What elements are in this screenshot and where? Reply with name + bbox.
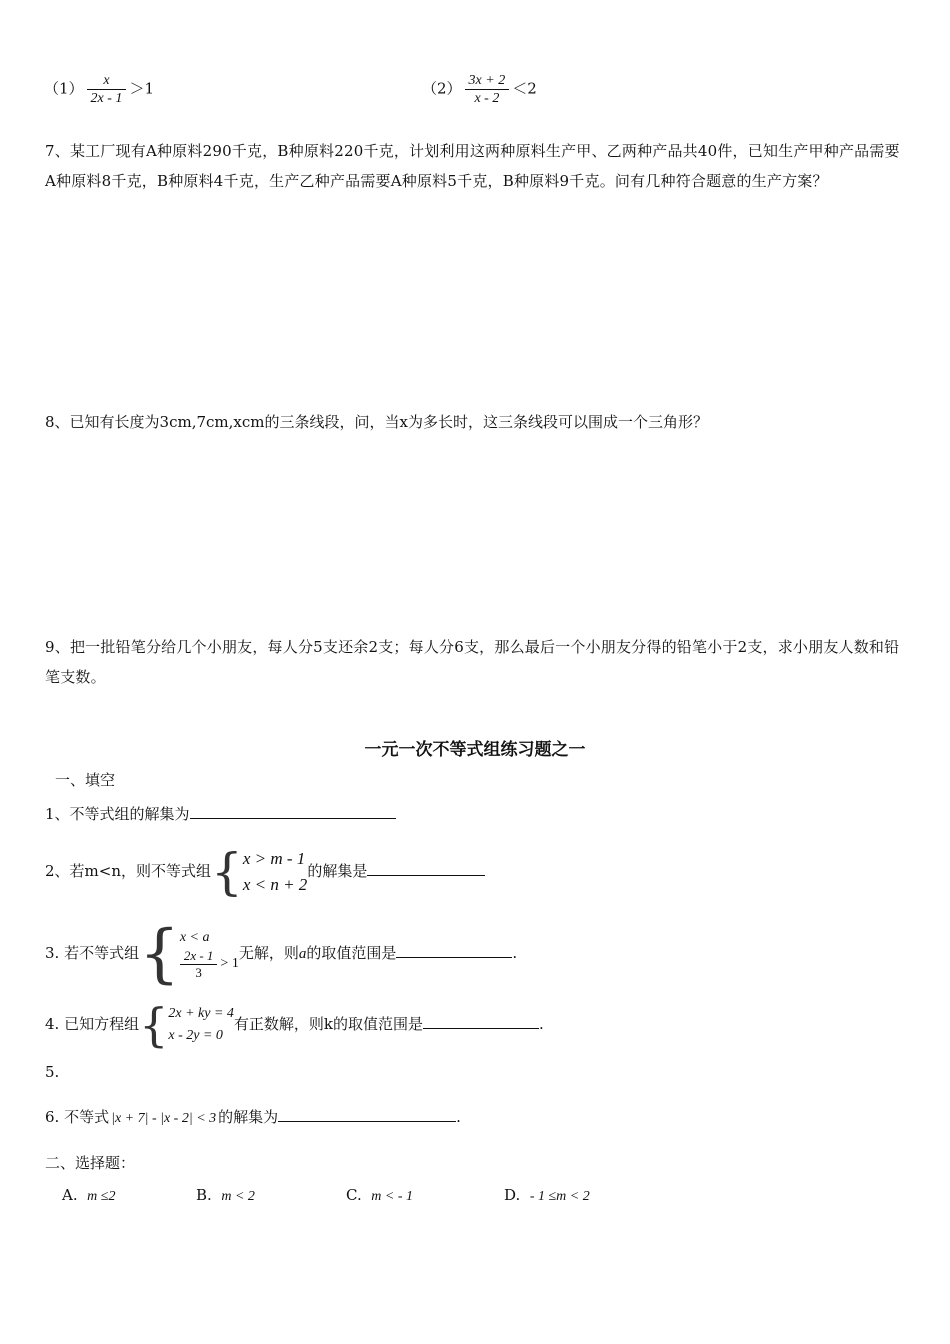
fill-6-prefix: 6. 不等式 — [45, 1108, 110, 1126]
option-c[interactable] — [346, 1181, 413, 1211]
fill-3-suffix: 的取值范围是 — [306, 944, 397, 962]
fill-3-system-lines — [180, 928, 239, 981]
fill-2-system — [211, 843, 308, 901]
fill-4-line-1: 2x + ky = 4 — [168, 1006, 234, 1021]
option-b-expression: m < 2 — [221, 1189, 255, 1204]
part-1-heading: 一、填空 — [55, 771, 116, 789]
q6-part-2-numerator: 3x + 2 — [468, 73, 506, 88]
fill-4-brace: { — [139, 998, 169, 1052]
fill-6 — [45, 1103, 461, 1133]
q6-part-1-denominator: 2x - 1 — [87, 89, 127, 107]
fill-3-variable: a — [298, 946, 307, 962]
fill-3-system — [139, 917, 239, 991]
fill-4-system-lines — [168, 1003, 234, 1047]
fill-3-line-1: x < a — [179, 929, 210, 945]
fill-1-answer-blank[interactable] — [190, 800, 396, 819]
fill-1-text: 1、不等式组的解集为 — [45, 805, 190, 823]
fill-3-line-2 — [180, 948, 239, 981]
fill-4-answer-blank[interactable] — [423, 1010, 539, 1029]
option-d[interactable] — [504, 1181, 590, 1211]
question-9: 9、把一批铅笔分给几个小朋友，每人分5支还余2支；每人分6支，那么最后一个小朋友分得的铅笔小于2支，求小朋友人数和铅笔支数。 — [45, 638, 900, 686]
fill-6-expression: |x + 7| - |x - 2| < 3 — [111, 1111, 217, 1126]
fill-3-fraction-numerator: 2x - 1 — [183, 947, 214, 963]
option-a-expression: m ≤2 — [87, 1189, 116, 1204]
option-b[interactable] — [196, 1181, 255, 1211]
fill-4-line-2: x - 2y = 0 — [168, 1028, 223, 1043]
fill-2-prefix: 2、若m<n，则不等式组 — [45, 862, 211, 880]
fill-3-middle: 无解，则 — [238, 944, 299, 962]
fill-4-prefix: 4. 已知方程组 — [45, 1015, 140, 1033]
fill-2-suffix: 的解集是 — [307, 862, 368, 880]
q6-part-2-fraction — [465, 72, 510, 107]
fill-2-line-2: x < n + 2 — [242, 875, 308, 894]
fill-3-brace: { — [139, 917, 180, 991]
q6-part-1-numerator: x — [103, 73, 110, 88]
fill-4-end: . — [539, 1015, 544, 1033]
option-d-label: D. — [504, 1186, 521, 1204]
fill-2 — [45, 843, 485, 901]
part-2-heading: 二、选择题： — [45, 1154, 136, 1172]
question-8: 8、已知有长度为3cm,7cm,xcm的三条线段，问，当x为多长时，这三条线段可以围成一个三角形？ — [45, 413, 708, 431]
option-c-label: C. — [346, 1186, 362, 1204]
question-7: 7、某工厂现有A种原料290千克，B种原料220千克，计划利用这两种原料生产甲、乙两种产品共40件，已知生产甲种产品需要A种原料8千克，B种原料4千克，生产乙种产品需要A种原料5千克，B种原料9千克。问有几种符合题意的生产方案？ — [45, 142, 900, 190]
fill-2-answer-blank[interactable] — [367, 857, 485, 876]
fill-3-fraction-relation: > 1 — [220, 956, 239, 971]
fill-2-line-1: x > m - 1 — [242, 849, 306, 868]
q6-part-1-relation: ＞1 — [129, 79, 154, 98]
q6-part-1 — [44, 72, 154, 107]
fill-1 — [45, 800, 396, 828]
q6-part-2-denominator: x - 2 — [465, 89, 510, 107]
fill-6-answer-blank[interactable] — [278, 1103, 456, 1122]
fill-3-end: . — [512, 944, 518, 962]
q6-part-2-label: （2） — [422, 79, 462, 98]
fill-6-suffix: 的解集为 — [218, 1108, 279, 1126]
fill-4-suffix: 有正数解，则k的取值范围是 — [233, 1015, 424, 1033]
fill-3-answer-blank[interactable] — [396, 939, 512, 958]
fill-5: 5. — [45, 1063, 60, 1081]
fill-2-brace: { — [211, 843, 243, 901]
q6-part-1-fraction — [87, 72, 127, 107]
q6-part-2 — [422, 72, 537, 107]
fill-4 — [45, 998, 544, 1052]
section-title: 一元一次不等式组练习题之一 — [364, 740, 586, 760]
option-c-expression: m < - 1 — [371, 1189, 413, 1204]
option-a-label: A. — [62, 1186, 78, 1204]
fill-4-system — [139, 998, 234, 1052]
fill-6-end: . — [456, 1108, 461, 1126]
option-a[interactable] — [62, 1181, 115, 1211]
fill-3 — [45, 917, 518, 991]
q6-part-2-relation: ＜2 — [512, 79, 537, 98]
fill-2-system-lines — [243, 846, 308, 898]
fill-3-fraction — [180, 948, 218, 981]
fill-3-prefix: 3. 若不等式组 — [45, 944, 140, 962]
q6-part-1-label: （1） — [44, 79, 84, 98]
fill-3-fraction-denominator: 3 — [180, 964, 218, 981]
option-b-label: B. — [196, 1186, 212, 1204]
option-d-expression: - 1 ≤m < 2 — [529, 1189, 590, 1204]
